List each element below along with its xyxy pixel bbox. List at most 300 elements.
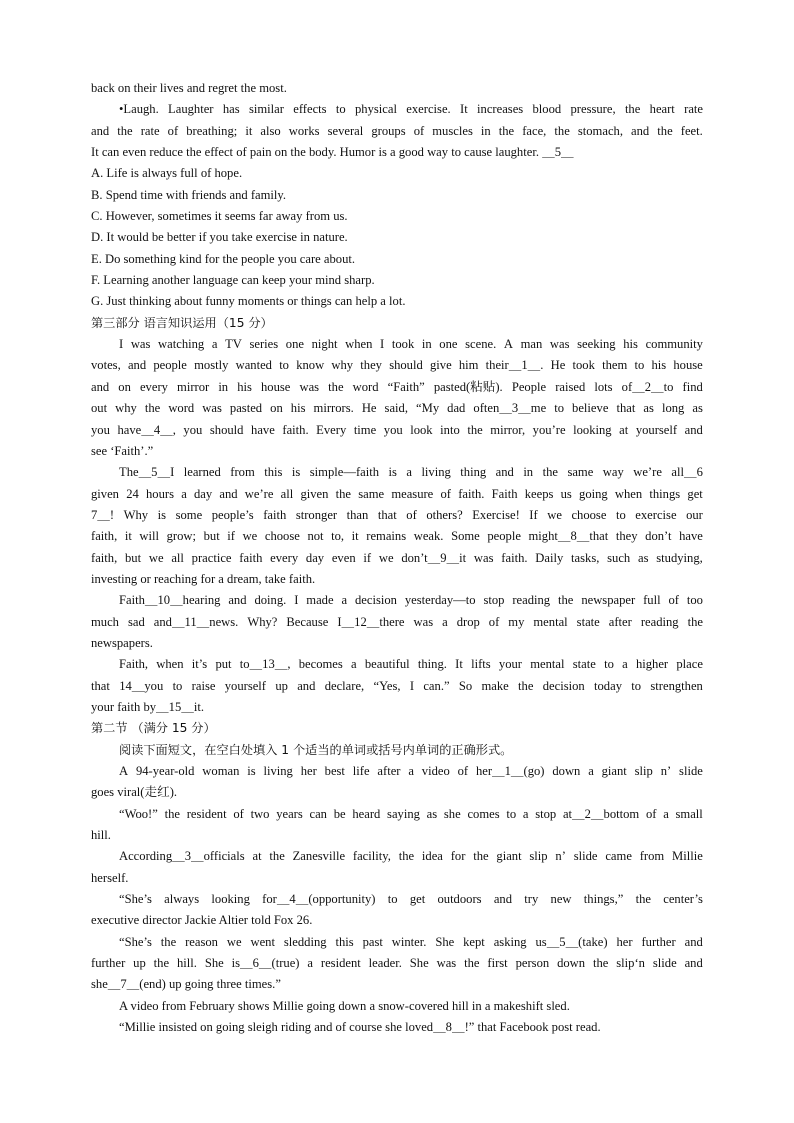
word: and [127, 358, 147, 373]
word: we’re [633, 465, 662, 480]
line-text: herself. [91, 870, 129, 885]
line-text: E. Do something kind for the people you care about. [91, 251, 356, 266]
text-line [91, 185, 703, 206]
word: 94-year-old [135, 764, 195, 778]
word: of [457, 764, 469, 778]
word: to [506, 806, 517, 821]
word: •Laugh. [119, 102, 159, 117]
word: look [410, 422, 433, 437]
word: given [300, 486, 329, 501]
word: was [130, 337, 151, 352]
text-line [91, 868, 703, 889]
word: a [307, 956, 313, 971]
word: she [443, 806, 461, 821]
word: Every [316, 422, 347, 437]
text-line [91, 142, 703, 163]
word: thing. [417, 657, 447, 672]
word: of [406, 507, 417, 522]
word: comes [467, 806, 500, 821]
word: of [413, 123, 425, 138]
word: him [458, 358, 479, 373]
word: beautiful [364, 657, 410, 672]
text-line [91, 420, 703, 441]
word: So [458, 678, 473, 693]
word: all [171, 550, 184, 565]
word: this [335, 934, 354, 949]
word: Exercise! [472, 507, 520, 522]
word: don’t [645, 529, 672, 544]
word: can.” [423, 678, 450, 693]
word: has [222, 102, 240, 117]
word: all [280, 486, 294, 501]
word: measure [391, 486, 434, 501]
word: Laughter [168, 102, 214, 117]
line-text: 第二节 （满分 15 分） [91, 721, 216, 736]
word: grow; [166, 529, 196, 544]
word: the [160, 934, 177, 949]
word: put [215, 657, 232, 672]
word: the [117, 123, 133, 138]
word: doing. [254, 593, 287, 608]
word: to [615, 507, 626, 522]
word: we [242, 529, 258, 544]
word: reading [512, 593, 551, 608]
word: and [493, 892, 512, 907]
word: know [296, 358, 325, 373]
word: further [641, 934, 676, 949]
text-line [91, 121, 703, 142]
word: the [164, 806, 180, 821]
word: to [335, 102, 346, 117]
word: was [413, 614, 434, 629]
word: have＿4＿, [117, 422, 176, 437]
word: the [335, 486, 352, 501]
line-text: hill. [91, 828, 111, 843]
word: 7＿! [91, 507, 115, 522]
word: for＿4＿(opportunity) [262, 892, 376, 907]
text-line [91, 974, 703, 995]
word: outdoors [437, 892, 482, 907]
word: to [631, 678, 642, 693]
word: facility, [352, 849, 391, 864]
text-line [91, 953, 703, 974]
word: newspaper [581, 593, 636, 608]
word: word [168, 401, 195, 416]
line-text: your faith by＿15＿it. [91, 699, 204, 714]
word: winter. [391, 934, 427, 949]
word: was [202, 401, 222, 416]
word: center’s [663, 892, 703, 907]
text-line [91, 291, 703, 312]
word: slide [573, 849, 598, 864]
word: faith [263, 507, 287, 522]
word: looking [211, 892, 250, 907]
word: this [264, 465, 283, 480]
word: into [440, 422, 460, 437]
word: blood [532, 102, 562, 117]
word: lifts [471, 657, 491, 672]
word: went [250, 934, 275, 949]
word: people’s [211, 507, 254, 522]
word: of [440, 486, 451, 501]
word: we [226, 934, 242, 949]
text-line [91, 996, 703, 1017]
word: man [520, 337, 543, 352]
word: “My [416, 401, 440, 416]
word: n’ [660, 764, 672, 778]
word: “Faith” [387, 379, 425, 394]
word: breathing; [186, 123, 238, 138]
line-text: D. It would be better if you take exercise in nature. [91, 230, 348, 245]
line-text: see ‘Faith’.” [91, 443, 154, 458]
word: her＿1＿(go) [475, 764, 545, 778]
word: Faith, [119, 657, 149, 672]
word: a [341, 593, 348, 608]
word: a [588, 764, 594, 778]
word: people [487, 529, 521, 544]
text-line [91, 505, 703, 526]
word: is [247, 764, 256, 778]
word: the [518, 678, 534, 693]
text-line [91, 932, 703, 953]
word: the [592, 956, 609, 971]
line-text: newspapers. [91, 635, 153, 650]
word: should [389, 358, 423, 373]
section-heading [91, 718, 703, 739]
word: saying [387, 806, 420, 821]
word: why [115, 401, 137, 416]
word: time [353, 422, 377, 437]
word: Daily [535, 550, 564, 565]
word: of [167, 123, 179, 138]
word: at [252, 849, 262, 864]
word: Why [123, 507, 149, 522]
word: a [351, 657, 357, 672]
word: and＿11＿news. [153, 614, 239, 629]
word: the [624, 102, 641, 117]
word: others? [426, 507, 463, 522]
word: to [554, 401, 564, 416]
word: She [435, 934, 455, 949]
line-text: investing or reaching for a dream, take faith. [91, 571, 316, 586]
text-line [91, 249, 703, 270]
word: exercise. [406, 102, 451, 117]
word: Faith [491, 486, 518, 501]
word: It [455, 657, 463, 672]
word: if [363, 550, 372, 565]
word: your [498, 657, 522, 672]
word: their＿1＿. [485, 358, 544, 373]
word: his [623, 337, 638, 352]
word: faith [239, 550, 263, 565]
word: Zanesville [292, 849, 346, 864]
word: idea [421, 849, 443, 864]
word: a [522, 806, 529, 821]
word: that [91, 678, 110, 693]
line-text: C. However, sometimes it seems far away from us. [91, 209, 348, 224]
word: choose [571, 507, 607, 522]
word: n’ [555, 849, 566, 864]
word: us [560, 486, 572, 501]
word: down [552, 764, 581, 778]
word: in [523, 465, 534, 480]
word: faith. [282, 422, 309, 437]
word: resident [320, 956, 361, 971]
word: effects [293, 102, 327, 117]
text-line [91, 782, 703, 803]
word: Millie [672, 849, 703, 864]
word: way [602, 465, 624, 480]
text-line [91, 889, 703, 910]
text-line [91, 398, 703, 419]
word: dad [447, 401, 466, 416]
word: a [442, 614, 448, 629]
word: long [661, 401, 685, 416]
word: in [480, 123, 491, 138]
word: from [639, 849, 665, 864]
line-text: It can even reduce the effect of pain on the body. Humor is a good way to cause laughter. ＿5＿ [91, 145, 574, 160]
word: A [503, 337, 513, 352]
text-line [91, 99, 703, 120]
word: Why? [247, 614, 278, 629]
word: to [604, 657, 614, 672]
word: today [594, 678, 622, 693]
word: going [579, 486, 608, 501]
word: it [351, 529, 359, 544]
word: can [309, 806, 327, 821]
line-text: goes viral(走红). [91, 785, 178, 800]
word: mental [533, 614, 568, 629]
text-line [91, 846, 703, 867]
word: when [345, 337, 373, 352]
word: groups [371, 123, 406, 138]
word: weak. [413, 529, 444, 544]
word: took [572, 358, 595, 373]
word: the [473, 849, 489, 864]
word: physical [355, 102, 397, 117]
word: but [125, 550, 142, 565]
word: pasted [229, 401, 263, 416]
word: of [488, 614, 500, 629]
word: such [607, 550, 631, 565]
word: try [524, 892, 539, 907]
word: to [634, 358, 645, 373]
word: a [406, 465, 412, 480]
word: house [673, 358, 703, 373]
word: one [285, 337, 304, 352]
text-line [91, 163, 703, 184]
word: giant [601, 764, 627, 778]
word: don’t＿9＿it [401, 550, 467, 565]
word: was [473, 550, 494, 565]
word: similar [248, 102, 284, 117]
word: people [153, 358, 187, 373]
word: studying, [656, 550, 703, 565]
word: it [245, 123, 253, 138]
word: in [421, 337, 432, 352]
text-line [91, 441, 703, 462]
word: I [409, 678, 415, 693]
word: the [153, 956, 170, 971]
line-text: A video from February shows Millie going down a snow-covered hill in a makeshift sled. [119, 998, 570, 1013]
word: asking [493, 934, 527, 949]
word: and [684, 956, 703, 971]
word: lots [594, 379, 613, 394]
word: in [218, 379, 229, 394]
word: things,” [583, 892, 624, 907]
word: drop [456, 614, 480, 629]
word: faith, [91, 529, 118, 544]
word: The＿5＿I [119, 465, 175, 480]
word: slide [652, 956, 677, 971]
word: same [358, 486, 385, 501]
word: Because [286, 614, 329, 629]
word: strengthen [650, 678, 703, 693]
word: his [651, 358, 667, 373]
word: should [209, 422, 244, 437]
word: mirror, [490, 422, 526, 437]
word: that [616, 401, 636, 416]
word: to [387, 892, 398, 907]
line-text: A. Life is always full of hope. [91, 166, 243, 181]
word: hours [145, 486, 174, 501]
word: “She’s [119, 934, 152, 949]
text-line [91, 78, 703, 99]
word: you [91, 422, 110, 437]
word: and [297, 678, 316, 693]
word: woman [202, 764, 240, 778]
line-text: G. Just thinking about funny moments or things can help a lot. [91, 294, 406, 309]
word: is [157, 507, 167, 522]
word: Some [451, 529, 480, 544]
text-line [91, 910, 703, 931]
word: decision [542, 678, 585, 693]
word: that [377, 507, 397, 522]
word: looking [573, 422, 612, 437]
word: the [144, 401, 161, 416]
text-line [91, 484, 703, 505]
line-text: 第三部分 语言知识运用（15 分） [91, 315, 273, 330]
word: and [91, 379, 110, 394]
word: two [250, 806, 270, 821]
word: pressure, [570, 102, 616, 117]
word: leader. [368, 956, 402, 971]
word: get [687, 486, 703, 501]
word: her [616, 934, 633, 949]
word: seeking [577, 337, 616, 352]
word: life [352, 764, 370, 778]
word: the [687, 614, 703, 629]
word: stop [535, 806, 557, 821]
word: came [605, 849, 632, 864]
text-line [91, 676, 703, 697]
word: the [398, 849, 415, 864]
word: remains [366, 529, 407, 544]
word: watching [158, 337, 205, 352]
word: up [275, 678, 288, 693]
word: you’re [532, 422, 566, 437]
word: find [682, 379, 703, 394]
word: resident [186, 806, 227, 821]
word: faith. [458, 486, 485, 501]
word: faith. [501, 550, 528, 565]
text-line [91, 761, 703, 782]
word: raised [555, 379, 586, 394]
word: living [421, 465, 451, 480]
word: they [615, 529, 638, 544]
word: have [251, 422, 275, 437]
word: every [139, 379, 168, 394]
word: a [181, 486, 187, 501]
word: higher [635, 657, 669, 672]
word: state [576, 614, 600, 629]
word: often＿3＿me [473, 401, 547, 416]
word: a [663, 806, 669, 821]
word: we [378, 550, 394, 565]
text-line [91, 334, 703, 355]
word: choose [264, 529, 300, 544]
word: the [657, 123, 673, 138]
word: to＿13＿, [239, 657, 291, 672]
word: series [249, 337, 279, 352]
word: will [139, 529, 160, 544]
word: increases [477, 102, 524, 117]
word: scene. [465, 337, 497, 352]
word: hill. [176, 956, 197, 971]
word: is＿6＿(true) [231, 956, 300, 971]
word: I [380, 337, 385, 352]
word: every [270, 550, 299, 565]
word: is [388, 465, 397, 480]
word: the [498, 123, 515, 138]
word: our [686, 507, 703, 522]
word: slip [529, 849, 548, 864]
word: TV [225, 337, 242, 352]
text-line [91, 697, 703, 718]
text-line [91, 569, 703, 590]
text-line [91, 206, 703, 227]
word: slide [679, 764, 703, 778]
word: the [269, 849, 285, 864]
word: yesterday—to [404, 593, 476, 608]
word: first [487, 956, 508, 971]
word: have [679, 529, 703, 544]
word: might＿8＿that [528, 529, 609, 544]
word: stomach, [577, 123, 623, 138]
text-line [91, 825, 703, 846]
word: made [306, 593, 334, 608]
word: the [467, 422, 483, 437]
word: day [193, 486, 213, 501]
word: keeps [524, 486, 554, 501]
word: place [676, 657, 703, 672]
word: we’re [244, 486, 274, 501]
word: his [237, 379, 252, 394]
word: heart [649, 102, 675, 117]
word: a [622, 657, 628, 672]
line-text: “Millie insisted on going sleigh riding and of course she loved＿8＿!” that Facebook post read. [119, 1020, 601, 1035]
word: night [311, 337, 338, 352]
word: sledding [283, 934, 327, 949]
word: simple—faith [309, 465, 380, 480]
text-line [91, 355, 703, 376]
word: why [331, 358, 354, 373]
word: was [549, 337, 570, 352]
word: when [614, 486, 643, 501]
word: thing [460, 465, 487, 480]
word: on [118, 379, 131, 394]
word: decision [354, 593, 397, 608]
